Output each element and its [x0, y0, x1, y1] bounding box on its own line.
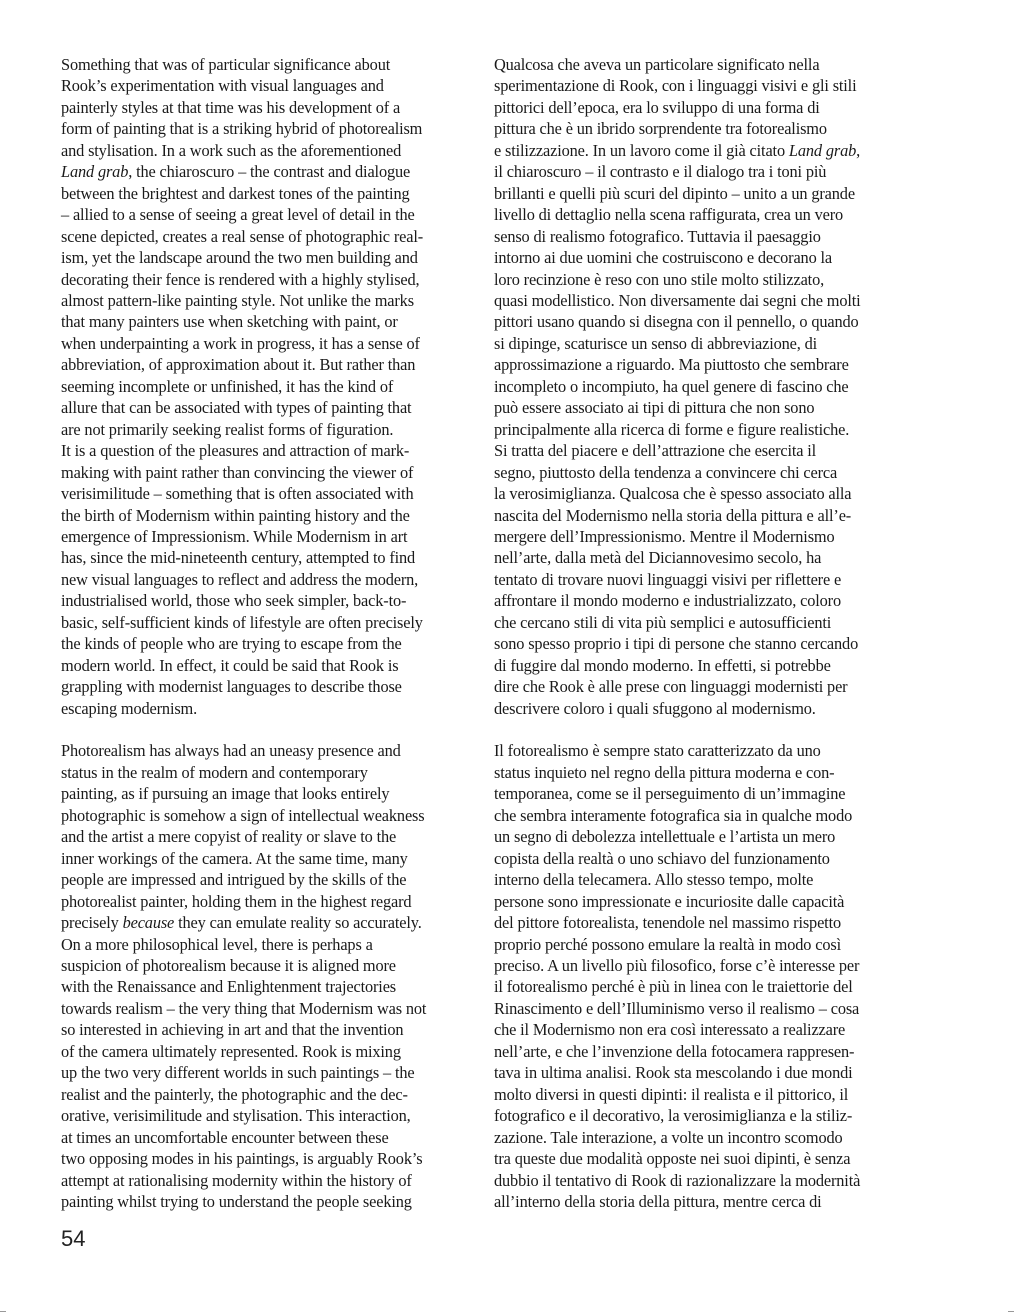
- text-line: the kinds of people who are trying to escape from the: [61, 634, 402, 654]
- text-line: realist and the painterly, the photographic and the dec-: [61, 1084, 408, 1104]
- text-line: and the artist a mere copyist of reality or slave to the: [61, 827, 397, 847]
- text-line: di fuggire dal mondo moderno. In effetti, si potrebbe: [494, 655, 831, 675]
- text-line: escaping modernism.: [61, 698, 198, 718]
- text-line: e stilizzazione. In un lavoro come il già citato Land grab,: [494, 140, 861, 160]
- text-line: approssimazione a riguardo. Ma piuttosto che sembrare: [494, 355, 849, 375]
- text-line: descrivere coloro i quali sfuggono al modernismo.: [494, 698, 816, 718]
- text-line: molto diversi in questi dipinti: il realista e il pittorico, il: [494, 1084, 849, 1104]
- italic-title: Land grab: [788, 140, 857, 160]
- text-line: pittorici dell’epoca, era lo sviluppo di una forma di: [494, 97, 820, 117]
- text-line: del pittore fotorealista, tenendole nel massimo rispetto: [494, 913, 841, 933]
- text-line: orative, verisimilitude and stylisation. This interaction,: [61, 1106, 411, 1126]
- text-line: pittura che è un ibrido sorprendente tra fotorealismo: [494, 119, 827, 139]
- text-line: nascita del Modernismo nella storia della pittura e all’e-: [494, 505, 852, 525]
- text-line: tava in ultima analisi. Rook sta mescolando i due mondi: [494, 1063, 853, 1083]
- text-line: when underpainting a work in progress, it has a sense of: [61, 333, 420, 353]
- text-line: dire che Rook è alle prese con linguaggi modernisti per: [494, 677, 848, 697]
- text-line: sono spesso proprio i tipi di persone che stanno cercando: [494, 634, 859, 654]
- text-line: Qualcosa che aveva un particolare significato nella: [494, 55, 820, 74]
- text-line: painterly styles at that time was his development of a: [61, 97, 401, 117]
- text-line: that many painters use when sketching with paint, or: [61, 312, 398, 332]
- text-line: the birth of Modernism within painting history and the: [61, 505, 410, 525]
- text-line: che il Modernismo non era così interessato a realizzare: [494, 1020, 846, 1040]
- text-line: painting whilst trying to understand the people seeking: [61, 1192, 412, 1211]
- text-line: fotografico e il decorativo, la verosimiglianza e la stiliz-: [494, 1106, 853, 1126]
- text-line: – allied to a sense of seeing a great level of detail in the: [61, 205, 415, 225]
- text-line: towards realism – the very thing that Modernism was not: [61, 998, 427, 1018]
- text-line: loro recinzione è reso con uno stile molto stilizzato,: [494, 269, 825, 289]
- text-line: incompleto o incompiuto, ha quel genere di fascino che: [494, 376, 849, 396]
- text-line: It is a question of the pleasures and attraction of mark-: [61, 441, 410, 461]
- text-line: dubbio il tentativo di Rook di razionalizzare la modernità: [494, 1170, 861, 1190]
- page-number: 54: [61, 1226, 86, 1251]
- text-line: il chiaroscuro – il contrasto e il dialogo tra i toni più: [494, 162, 827, 182]
- text-line: photorealist painter, holding them in the highest regard: [61, 891, 412, 911]
- text-line: mergere dell’Impressionismo. Mentre il Modernismo: [494, 526, 835, 546]
- text-line: verisimilitude – something that is often associated with: [61, 484, 414, 504]
- text-line: Il fotorealismo è sempre stato caratterizzato da uno: [494, 741, 821, 761]
- text-line: può essere associato ai tipi di pittura che non sono: [494, 398, 815, 418]
- text-line: affrontare il mondo moderno e industrializzato, coloro: [494, 591, 841, 611]
- text-line: painting, as if pursuing an image that looks entirely: [61, 784, 390, 804]
- text-line: all’interno della storia della pittura, mentre cerca di: [494, 1192, 822, 1211]
- text-line: allure that can be associated with types of painting that: [61, 398, 412, 418]
- text-line: new visual languages to reflect and address the modern,: [61, 569, 419, 589]
- italic-title: Land grab: [61, 162, 129, 182]
- text-line: Something that was of particular significance about: [61, 55, 391, 74]
- text-line: seeming incomplete or unfinished, it has the kind of: [61, 376, 394, 396]
- italian-column: [494, 54, 906, 1212]
- text-line: pittori usano quando si disegna con il pennello, o quando: [494, 312, 859, 332]
- text-line: ism, yet the landscape around the two men building and: [61, 248, 418, 268]
- text-line: principalmente alla ricerca di forme e figure realistiche.: [494, 419, 850, 439]
- text-line: che sembra interamente fotografica sia in qualche modo: [494, 805, 853, 825]
- text-line: at times an uncomfortable encounter between these: [61, 1127, 389, 1147]
- text-line: si dipinge, scaturisce un senso di abbreviazione, di: [494, 333, 818, 353]
- text-line: decorating their fence is rendered with a highly stylised,: [61, 269, 420, 289]
- text-line: zazione. Tale interazione, a volte un incontro scomodo: [494, 1127, 843, 1147]
- text-line: abbreviation, of approximation about it. But rather than: [61, 355, 416, 375]
- text-line: are not primarily seeking realist forms of figuration.: [61, 419, 394, 439]
- text-line: industrialised world, those who seek simpler, back-to-: [61, 591, 407, 611]
- text-line: basic, self-sufficient kinds of lifestyle are often precisely: [61, 612, 423, 632]
- text-line: has, since the mid-nineteenth century, attempted to find: [61, 548, 416, 568]
- text-line: livello di dettaglio nella scena raffigurata, crea un vero: [494, 205, 844, 225]
- text-line: precisely because they can emulate reality so accurately.: [61, 913, 422, 933]
- text-line: with the Renaissance and Enlightenment trajectories: [61, 977, 397, 997]
- text-line: tra queste due modalità opposte nei suoi dipinti, è senza: [494, 1149, 851, 1169]
- text-line: suspicion of photorealism because it is aligned more: [61, 956, 396, 976]
- italian-paragraph-1: [494, 54, 906, 719]
- crop-mark: [0, 1311, 6, 1312]
- text-line: senso di realismo fotografico. Tuttavia il paesaggio: [494, 226, 821, 246]
- text-line: status inquieto nel regno della pittura moderna e con-: [494, 762, 835, 782]
- text-line: quasi modellistico. Non diversamente dai segni che molti: [494, 290, 861, 310]
- crop-mark: [1008, 1311, 1014, 1312]
- text-line: making with paint rather than convincing the viewer of: [61, 462, 414, 482]
- text-line: interno della telecamera. Allo stesso tempo, molte: [494, 870, 814, 890]
- paragraph-gap: [61, 719, 473, 740]
- text-line: grappling with modernist languages to describe those: [61, 677, 402, 697]
- paragraph-gap: [494, 719, 906, 740]
- text-line: tentato di trovare nuovi linguaggi visivi per riflettere e: [494, 569, 842, 589]
- text-line: nell’arte, dalla metà del Diciannovesimo secolo, ha: [494, 548, 822, 568]
- text-line: two opposing modes in his paintings, is arguably Rook’s: [61, 1149, 423, 1169]
- text-line: attempt at rationalising modernity within the history of: [61, 1170, 412, 1190]
- text-line: il fotorealismo perché è più in linea con le traiettorie del: [494, 977, 853, 997]
- text-line: photographic is somehow a sign of intellectual weakness: [61, 805, 425, 825]
- text-line: modern world. In effect, it could be said that Rook is: [61, 655, 399, 675]
- text-line: intorno ai due uomini che costruiscono e decorano la: [494, 248, 833, 268]
- italic-title: because: [122, 913, 175, 933]
- text-line: che cercano stili di vita più semplici e autosufficienti: [494, 612, 832, 632]
- text-line: Rook’s experimentation with visual languages and: [61, 76, 384, 96]
- text-line: people are impressed and intrigued by the skills of the: [61, 870, 407, 890]
- text-line: nell’arte, e che l’invenzione della fotocamera rappresen-: [494, 1041, 855, 1061]
- italian-paragraph-2: [494, 740, 906, 1212]
- text-line: copista della realtà o uno schiavo del funzionamento: [494, 848, 830, 868]
- text-line: inner workings of the camera. At the same time, many: [61, 848, 408, 868]
- text-line: persone sono impressionate e incuriosite dalle capacità: [494, 891, 845, 911]
- text-line: between the brightest and darkest tones of the painting: [61, 183, 410, 203]
- text-line: preciso. A un livello più filosofico, forse c’è interesse per: [494, 956, 860, 976]
- english-paragraph-2: [61, 740, 473, 1212]
- text-line: brillanti e quelli più scuri del dipinto – unito a un grande: [494, 183, 855, 203]
- text-line: up the two very different worlds in such paintings – the: [61, 1063, 415, 1083]
- text-line: Land grab, the chiaroscuro – the contrast and dialogue: [61, 162, 411, 182]
- text-line: segno, piuttosto della tendenza a convincere chi cerca: [494, 462, 838, 482]
- text-line: la verosimiglianza. Qualcosa che è spesso associato alla: [494, 484, 852, 504]
- text-line: form of painting that is a striking hybrid of photorealism: [61, 119, 423, 139]
- text-line: almost pattern-like painting style. Not unlike the marks: [61, 290, 414, 310]
- english-column: [61, 54, 473, 1212]
- text-line: un segno di debolezza intellettuale e l’artista un mero: [494, 827, 836, 847]
- text-line: so interested in achieving in art and that the invention: [61, 1020, 404, 1040]
- text-line: Rinascimento e dell’Illuminismo verso il realismo – cosa: [494, 998, 860, 1018]
- text-line: On a more philosophical level, there is perhaps a: [61, 934, 373, 954]
- english-paragraph-1: [61, 54, 473, 719]
- text-line: proprio perché possono emulare la realtà in modo così: [494, 934, 841, 954]
- text-line: of the camera ultimately represented. Rook is mixing: [61, 1041, 401, 1061]
- text-line: emergence of Impressionism. While Modernism in art: [61, 526, 408, 546]
- text-line: and stylisation. In a work such as the aforementioned: [61, 140, 402, 160]
- text-line: status in the realm of modern and contemporary: [61, 762, 368, 782]
- text-line: scene depicted, creates a real sense of photographic real-: [61, 226, 424, 246]
- text-line: temporanea, come se il perseguimento di un’immagine: [494, 784, 846, 804]
- text-line: Photorealism has always had an uneasy presence and: [61, 741, 401, 761]
- text-line: sperimentazione di Rook, con i linguaggi visivi e gli stili: [494, 76, 857, 96]
- text-line: Si tratta del piacere e dell’attrazione che esercita il: [494, 441, 817, 461]
